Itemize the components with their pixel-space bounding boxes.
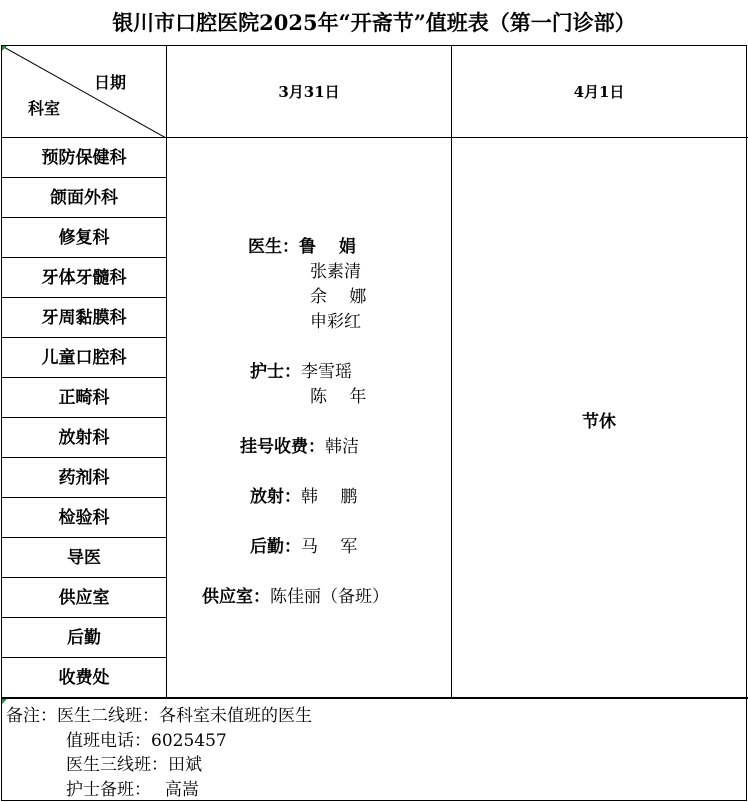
supply-label: 供应室： bbox=[202, 587, 270, 607]
holiday-status: 节休 bbox=[582, 412, 616, 432]
nurse-row bbox=[250, 357, 352, 382]
dept-cell: 收费处 bbox=[58, 668, 110, 688]
column-divider bbox=[166, 46, 167, 698]
doctor-name: 张素清 bbox=[310, 262, 361, 282]
note-line: 医生三线班：田斌 bbox=[66, 755, 202, 775]
dept-cell: 供应室 bbox=[58, 588, 110, 608]
nurse-label: 护士： bbox=[250, 362, 301, 382]
dept-cell: 预防保健科 bbox=[41, 148, 127, 168]
registration-label: 挂号收费： bbox=[240, 437, 325, 457]
note-line: 值班电话：6025457 bbox=[66, 731, 227, 751]
nurse-name: 陈 年 bbox=[310, 387, 367, 407]
dept-cell: 儿童口腔科 bbox=[41, 348, 127, 368]
logistics-row bbox=[250, 532, 357, 557]
note-line: 护士备班： 高嵩 bbox=[66, 780, 199, 800]
date-axis-label: 日期 bbox=[94, 73, 127, 92]
dept-cell: 正畸科 bbox=[58, 388, 110, 408]
radiology-label: 放射： bbox=[250, 487, 301, 507]
doctor-name: 鲁 娟 bbox=[299, 237, 356, 257]
registration-name: 韩洁 bbox=[325, 437, 359, 457]
logistics-label: 后勤： bbox=[250, 537, 301, 557]
diagonal-header-line bbox=[2, 46, 166, 138]
doctor-row bbox=[248, 232, 356, 257]
date-header-1: 3月31日 bbox=[278, 83, 340, 101]
registration-row bbox=[240, 432, 359, 457]
dept-axis-label: 科室 bbox=[28, 99, 61, 118]
dept-cell: 导医 bbox=[67, 548, 101, 568]
note-line: 备注：医生二线班：各科室未值班的医生 bbox=[6, 706, 312, 726]
date-header-2: 4月1日 bbox=[573, 83, 625, 101]
dept-cell: 药剂科 bbox=[58, 468, 110, 488]
dept-cell: 颌面外科 bbox=[50, 188, 118, 208]
radiology-row bbox=[250, 482, 357, 507]
doctor-label: 医生： bbox=[248, 237, 299, 257]
dept-cell: 修复科 bbox=[58, 228, 110, 248]
supply-row bbox=[202, 582, 389, 607]
supply-name: 陈佳丽（备班） bbox=[270, 587, 389, 607]
page-title: 银川市口腔医院2025年“开斋节”值班表（第一门诊部） bbox=[112, 10, 636, 35]
column-divider bbox=[451, 46, 452, 698]
dept-cell: 牙体牙髓科 bbox=[41, 268, 127, 288]
dept-cell: 后勤 bbox=[67, 628, 101, 648]
corner-marker-icon bbox=[2, 46, 7, 51]
doctor-name: 余 娜 bbox=[310, 287, 367, 307]
dept-cell: 牙周黏膜科 bbox=[41, 308, 127, 328]
duty-table bbox=[1, 45, 747, 801]
doctor-name: 申彩红 bbox=[310, 312, 361, 332]
dept-cell: 放射科 bbox=[58, 428, 110, 448]
radiology-name: 韩 鹏 bbox=[301, 487, 358, 507]
logistics-name: 马 军 bbox=[301, 537, 358, 557]
dept-cell: 检验科 bbox=[58, 508, 110, 528]
nurse-name: 李雪瑶 bbox=[301, 362, 352, 382]
